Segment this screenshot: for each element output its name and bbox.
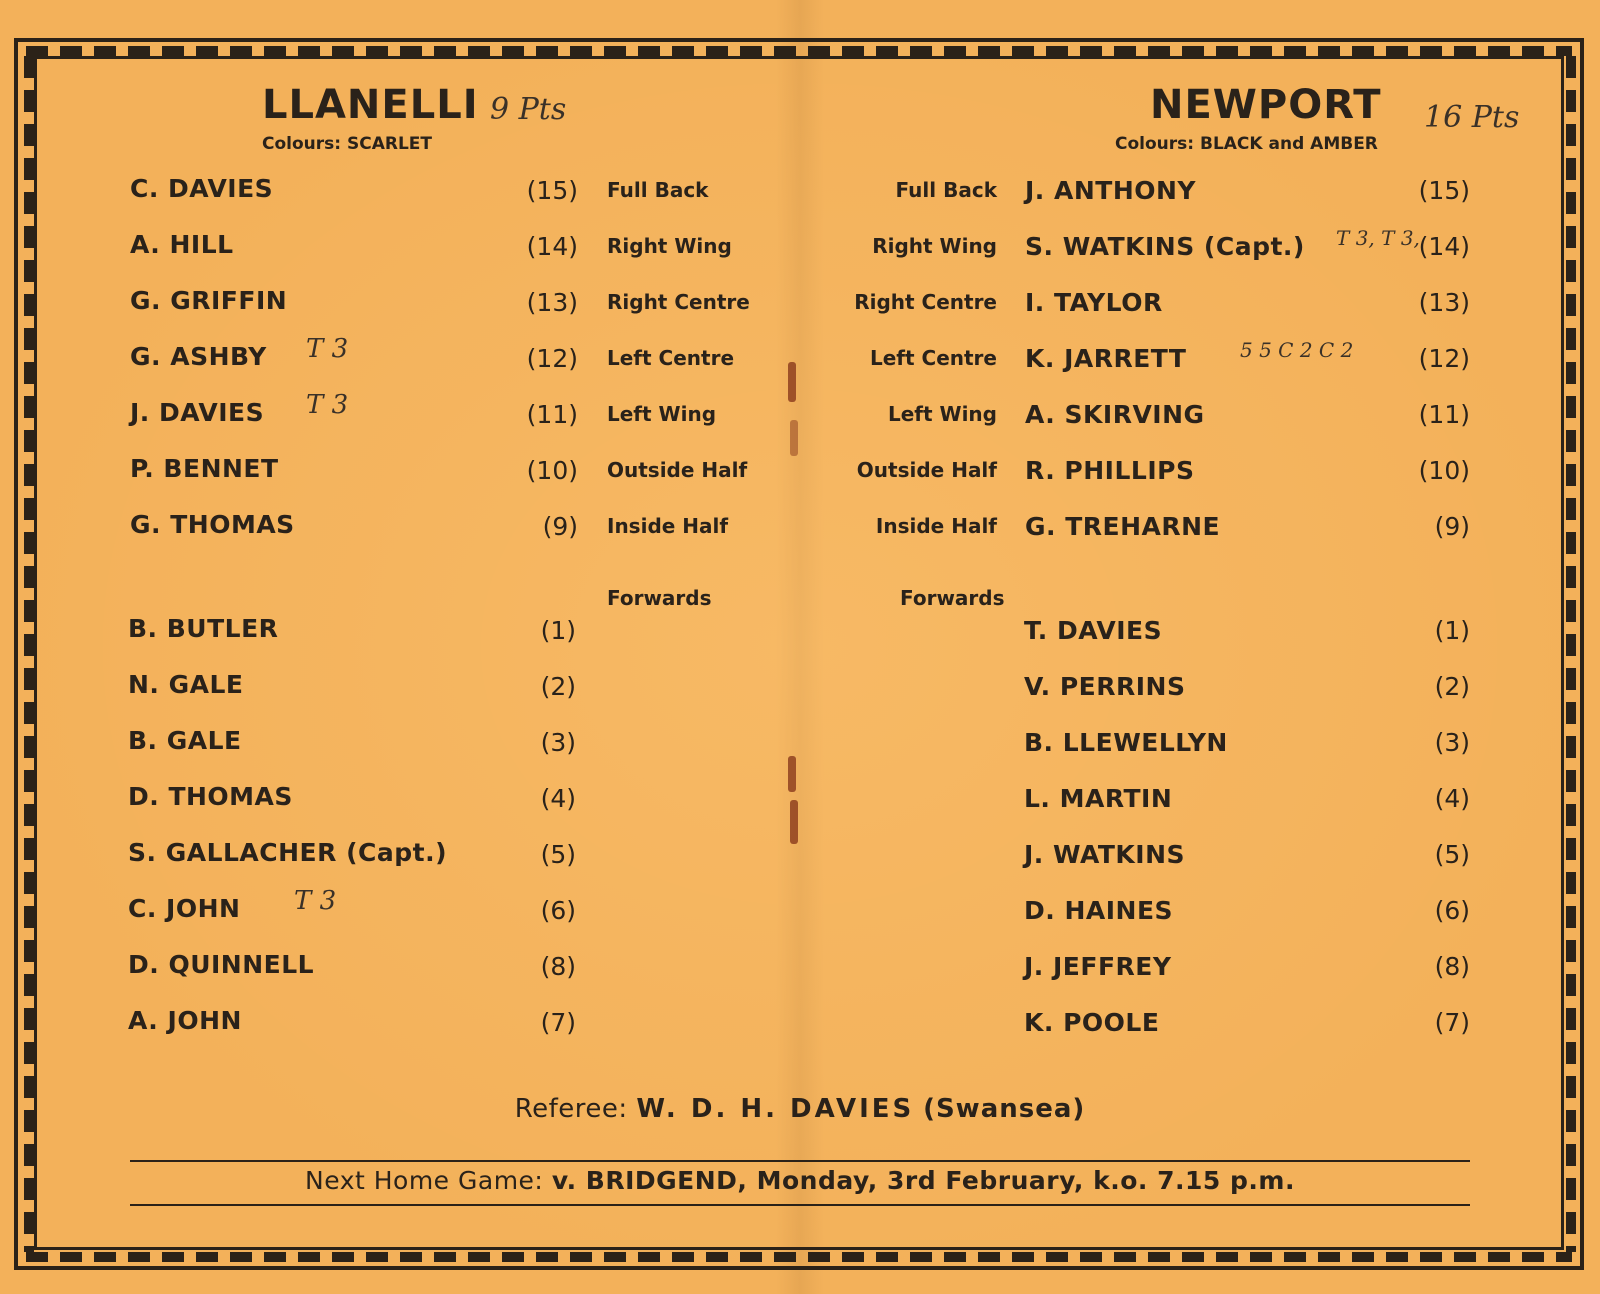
home-player-note: T 3 [294,886,337,916]
home-player-number: (1) [540,616,576,645]
away-player-name: R. PHILLIPS [1025,456,1195,485]
away-player-number: (12) [1418,344,1470,373]
home-team-colours: Colours: SCARLET [262,134,432,154]
home-player-name: G. THOMAS [130,510,295,539]
home-player-name: G. GRIFFIN [130,286,288,315]
position-label-left: Inside Half [607,514,729,538]
forwards-label-right: Forwards [900,586,1005,610]
away-score-note: 16 Pts [1424,100,1520,135]
away-player-name: L. MARTIN [1024,784,1173,813]
referee-name: W. D. H. DAVIES [636,1094,915,1124]
home-player-number: (14) [526,232,578,261]
home-player-number: (7) [540,1008,576,1037]
home-player-name: B. BUTLER [128,614,279,643]
away-player-number: (9) [1434,512,1470,541]
away-player-name: T. DAVIES [1024,616,1163,645]
position-label-left: Right Wing [607,234,732,258]
position-label-right: Full Back [895,178,997,202]
home-player-number: (5) [540,840,576,869]
away-player-name: K. POOLE [1024,1008,1160,1037]
home-player-number: (12) [526,344,578,373]
home-score-note: 9 Pts [490,92,567,127]
divider-top [130,1160,1470,1162]
next-game-label: Next Home Game: [305,1166,544,1195]
home-player-number: (3) [540,728,576,757]
away-player-name: B. LLEWELLYN [1024,728,1228,757]
home-player-number: (10) [526,456,578,485]
referee-line [0,1094,1600,1124]
away-player-number: (3) [1434,728,1470,757]
home-player-number: (6) [540,896,576,925]
away-player-name: J. ANTHONY [1025,176,1197,205]
away-player-name: V. PERRINS [1024,672,1186,701]
home-player-name: S. GALLACHER (Capt.) [128,838,447,867]
away-player-name: A. SKIRVING [1025,400,1205,429]
home-player-name: D. QUINNELL [128,950,315,979]
away-player-number: (10) [1418,456,1470,485]
home-player-number: (8) [540,952,576,981]
position-label-left: Full Back [607,178,709,202]
away-player-name: K. JARRETT [1025,344,1187,373]
position-label-left: Right Centre [607,290,750,314]
away-player-number: (13) [1418,288,1470,317]
position-label-left: Outside Half [607,458,748,482]
away-player-note: T 3, T 3, [1336,226,1420,250]
home-player-note: T 3 [306,334,349,364]
next-game-detail: v. BRIDGEND, Monday, 3rd February, k.o. 7.15 p.m. [551,1166,1295,1195]
away-player-number: (6) [1434,896,1470,925]
home-player-name: B. GALE [128,726,242,755]
away-player-name: J. JEFFREY [1024,952,1172,981]
next-home-game [0,1166,1600,1195]
checker-border-top [26,46,1572,56]
home-player-name: A. JOHN [128,1006,242,1035]
away-player-name: I. TAYLOR [1025,288,1163,317]
position-label-right: Outside Half [856,458,997,482]
position-label-right: Inside Half [875,514,997,538]
position-label-left: Left Centre [607,346,735,370]
checker-border-left [24,56,34,1252]
checker-border-bottom [26,1252,1572,1262]
position-label-right: Left Centre [869,346,997,370]
forwards-label-left: Forwards [607,586,712,610]
staple-mark [790,800,798,844]
home-player-name: C. DAVIES [130,174,274,203]
away-player-name: S. WATKINS (Capt.) [1025,232,1305,261]
away-player-number: (11) [1418,400,1470,429]
home-player-name: P. BENNET [130,454,279,483]
away-player-number: (5) [1434,840,1470,869]
home-player-name: N. GALE [128,670,244,699]
referee-club: (Swansea) [923,1094,1086,1124]
home-player-number: (15) [526,176,578,205]
checker-border-right [1566,56,1576,1252]
home-player-number: (2) [540,672,576,701]
away-player-number: (7) [1434,1008,1470,1037]
away-player-note: 5 5 C 2 C 2 [1240,338,1354,362]
home-player-name: A. HILL [130,230,234,259]
away-player-number: (15) [1418,176,1470,205]
away-player-number: (4) [1434,784,1470,813]
away-team-name: NEWPORT [1150,82,1382,128]
position-label-left: Left Wing [607,402,717,426]
referee-label: Referee: [514,1094,628,1124]
away-player-name: J. WATKINS [1024,840,1186,869]
away-player-number: (1) [1434,616,1470,645]
home-player-name: D. THOMAS [128,782,293,811]
home-player-number: (9) [542,512,578,541]
home-player-number: (11) [526,400,578,429]
away-player-name: G. TREHARNE [1025,512,1221,541]
home-team-name: LLANELLI [262,82,479,128]
staple-mark [788,362,796,402]
away-team-colours: Colours: BLACK and AMBER [1115,134,1378,154]
position-label-right: Right Centre [854,290,997,314]
position-label-right: Right Wing [872,234,997,258]
staple-mark [788,756,796,792]
position-label-right: Left Wing [887,402,997,426]
away-player-number: (8) [1434,952,1470,981]
home-player-name: G. ASHBY [130,342,267,371]
home-player-name: C. JOHN [128,894,241,923]
home-player-number: (4) [540,784,576,813]
away-player-number: (2) [1434,672,1470,701]
home-player-name: J. DAVIES [130,398,265,427]
divider-bottom [130,1204,1470,1206]
away-player-number: (14) [1418,232,1470,261]
home-player-number: (13) [526,288,578,317]
home-player-note: T 3 [306,390,349,420]
away-player-name: D. HAINES [1024,896,1174,925]
